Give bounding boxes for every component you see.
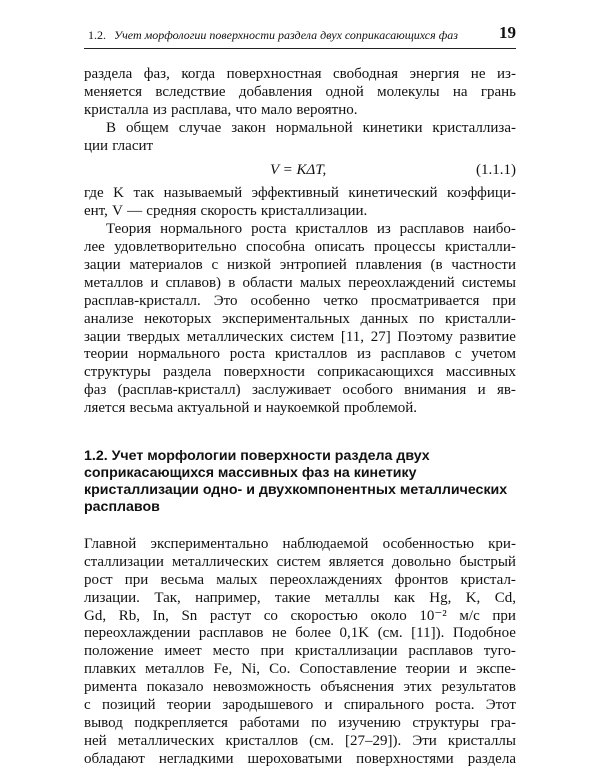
text-line: меняется вследствие добавления одной молекулы на грань	[84, 83, 516, 100]
text-line: Теория нормального роста кристаллов из расплавов наибо-	[106, 221, 516, 238]
text-line: Главной экспериментально наблюдаемой особенностью кри-	[84, 536, 516, 553]
paragraph-5	[84, 536, 516, 769]
equation-number: (1.1.1)	[476, 161, 516, 178]
text-line: лизации. Так, например, такие металлы как Hg, K, Cd,	[84, 589, 516, 606]
page-number: 19	[499, 23, 516, 42]
text-line: ции гласит	[84, 137, 154, 154]
text-line: теории нормального роста кристаллов из расплавов с учетом	[84, 346, 516, 363]
text-line: анализе некоторых экспериментальных данных по кристалли-	[84, 310, 516, 327]
text-line: сталлизации металлических систем является довольно быстрый	[84, 553, 516, 570]
text-line: плавких металлов Fe, Ni, Co. Сопоставление теории и экспе-	[84, 661, 516, 678]
text-line: вывод подкрепляется работами по изучению структуры гра-	[84, 714, 516, 731]
text-line: обладают негладкими шероховатыми поверхностями раздела	[84, 750, 516, 767]
text-line: зации материалов с низкой энтропией плавления (в частности	[84, 257, 516, 274]
text-line: В общем случае закон нормальной кинетики кристаллиза-	[106, 119, 516, 136]
heading-line: соприкасающихся массивных фаз на кинетику	[84, 465, 417, 482]
text-line: расплав-кристалл. Это особенно четко просматривается при	[84, 292, 516, 309]
section-heading	[84, 448, 516, 516]
running-header	[84, 22, 516, 49]
heading-line: 1.2. Учет морфологии поверхности раздела двух	[84, 448, 430, 465]
paragraph-2	[84, 120, 516, 156]
heading-line: кристаллизации одно- и двухкомпонентных металлических	[84, 482, 508, 499]
text-line: ент, V — средняя скорость кристаллизации.	[84, 203, 368, 220]
page-body	[84, 66, 516, 769]
text-line: переохлаждении расплавов не более 0,1K (см. [11]). Подобное	[84, 625, 516, 642]
equation-1-1-1	[84, 155, 516, 185]
text-line: где K так называемый эффективный кинетический коэффици-	[84, 185, 516, 202]
text-line: лее удовлетворительно способна описать процессы кристалли-	[84, 239, 516, 256]
running-section-number: 1.2.	[88, 28, 106, 42]
running-title-text: Учет морфологии поверхности раздела двух соприкасающихся фаз	[114, 28, 458, 42]
text-line: кристалла из расплава, что мало вероятно.	[84, 101, 358, 118]
paragraph-4	[84, 221, 516, 418]
text-line: металлов и сплавов) в области малых переохлаждений системы	[84, 274, 516, 291]
text-line: зации твердых металлических систем [11, 27] Поэтому развитие	[84, 328, 516, 345]
text-line: ляется весьма актуальной и наукоемкой проблемой.	[84, 400, 418, 417]
text-line: рост при весьма малых переохлаждениях фронтов кристал-	[84, 571, 516, 588]
text-line: структуры раздела поверхности соприкасающихся массивных	[84, 364, 516, 381]
text-line: с позиций теории зародышевого и спирального роста. Этот	[84, 697, 516, 714]
text-line: ней металлических кристаллов (см. [27–29]). Эти кристаллы	[84, 732, 516, 749]
paragraph-3	[84, 185, 516, 221]
text-line: римента показало невозможность объяснения этих результатов	[84, 679, 516, 696]
running-title	[88, 28, 458, 43]
text-line: фаз (расплав-кристалл) заслуживает особого внимания и яв-	[84, 382, 516, 399]
text-line: раздела фаз, когда поверхностная свободная энергия не из-	[84, 66, 516, 82]
heading-line: расплавов	[84, 499, 160, 516]
text-line: Gd, Rb, In, Sn растут со скоростью около 10⁻² м/с при	[84, 607, 516, 624]
text-line: положение имеет место при кристаллизации расплавов туго-	[84, 643, 516, 660]
equation-expression: V = KΔT,	[270, 161, 327, 178]
paragraph-1	[84, 66, 516, 120]
